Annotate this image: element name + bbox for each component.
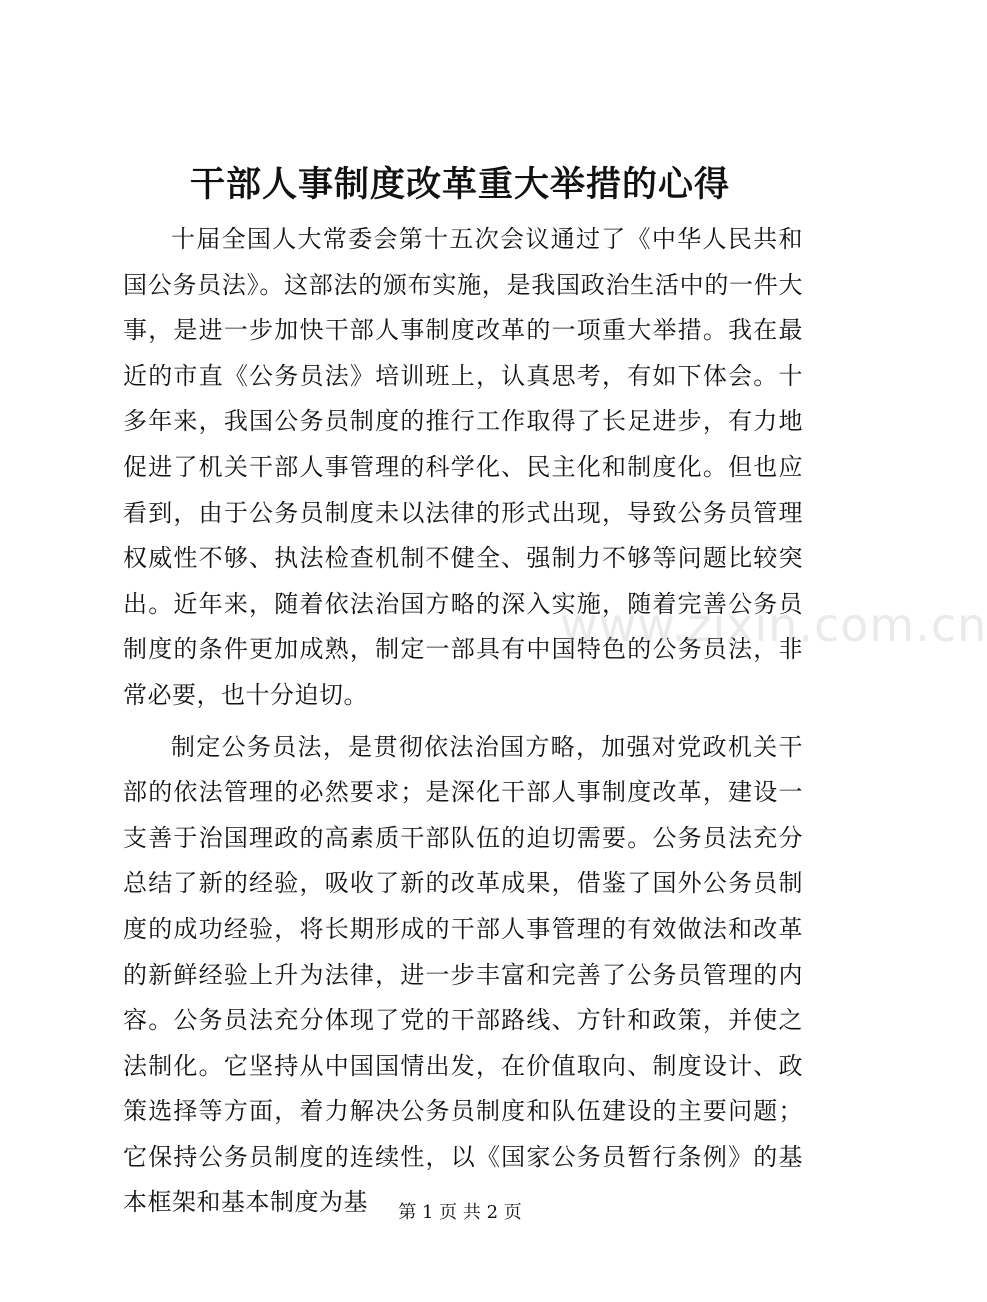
document-body	[123, 217, 803, 1226]
document-title: 干部人事制度改革重大举措的心得	[189, 164, 730, 205]
watermark: www.zixin.com.cn	[560, 598, 987, 652]
paragraph-1: 十届全国人大常委会第十五次会议通过了《中华人民共和国公务员法》。这部法的颁布实施，是我国政治生活中的一件大事，是进一步加快干部人事制度改革的一项重大举措。我在最近的市直《公务员法》培训班上，认真思考，有如下体会。十多年来，我国公务员制度的推行工作取得了长足进步，有力地促进了机关干部人事管理的科学化、民主化和制度化。但也应看到，由于公务员制度未以法律的形式出现，导致公务员管理权威性不够、执法检查机制不健全、强制力不够等问题比较突出。近年来，随着依法治国方略的深入实施，随着完善公务员制度的条件更加成熟，制定一部具有中国特色的公务员法，非常必要，也十分迫切。	[123, 225, 803, 709]
page-footer: 第 1 页 共 2 页	[398, 1202, 522, 1223]
paragraph-2: 制定公务员法，是贯彻依法治国方略，加强对党政机关干部的依法管理的必然要求；是深化干部人事制度改革，建设一支善于治国理政的高素质干部队伍的迫切需要。公务员法充分总结了新的经验，吸收了新的改革成果，借鉴了国外公务员制度的成功经验，将长期形成的干部人事管理的有效做法和改革的新鲜经验上升为法律，进一步丰富和完善了公务员管理的内容。公务员法充分体现了党的干部路线、方针和政策，并使之法制化。它坚持从中国国情出发，在价值取向、制度设计、政策选择等方面，着力解决公务员制度和队伍建设的主要问题；它保持公务员制度的连续性，以《国家公务员暂行条例》的基本框架和基本制度为基	[123, 732, 803, 1217]
